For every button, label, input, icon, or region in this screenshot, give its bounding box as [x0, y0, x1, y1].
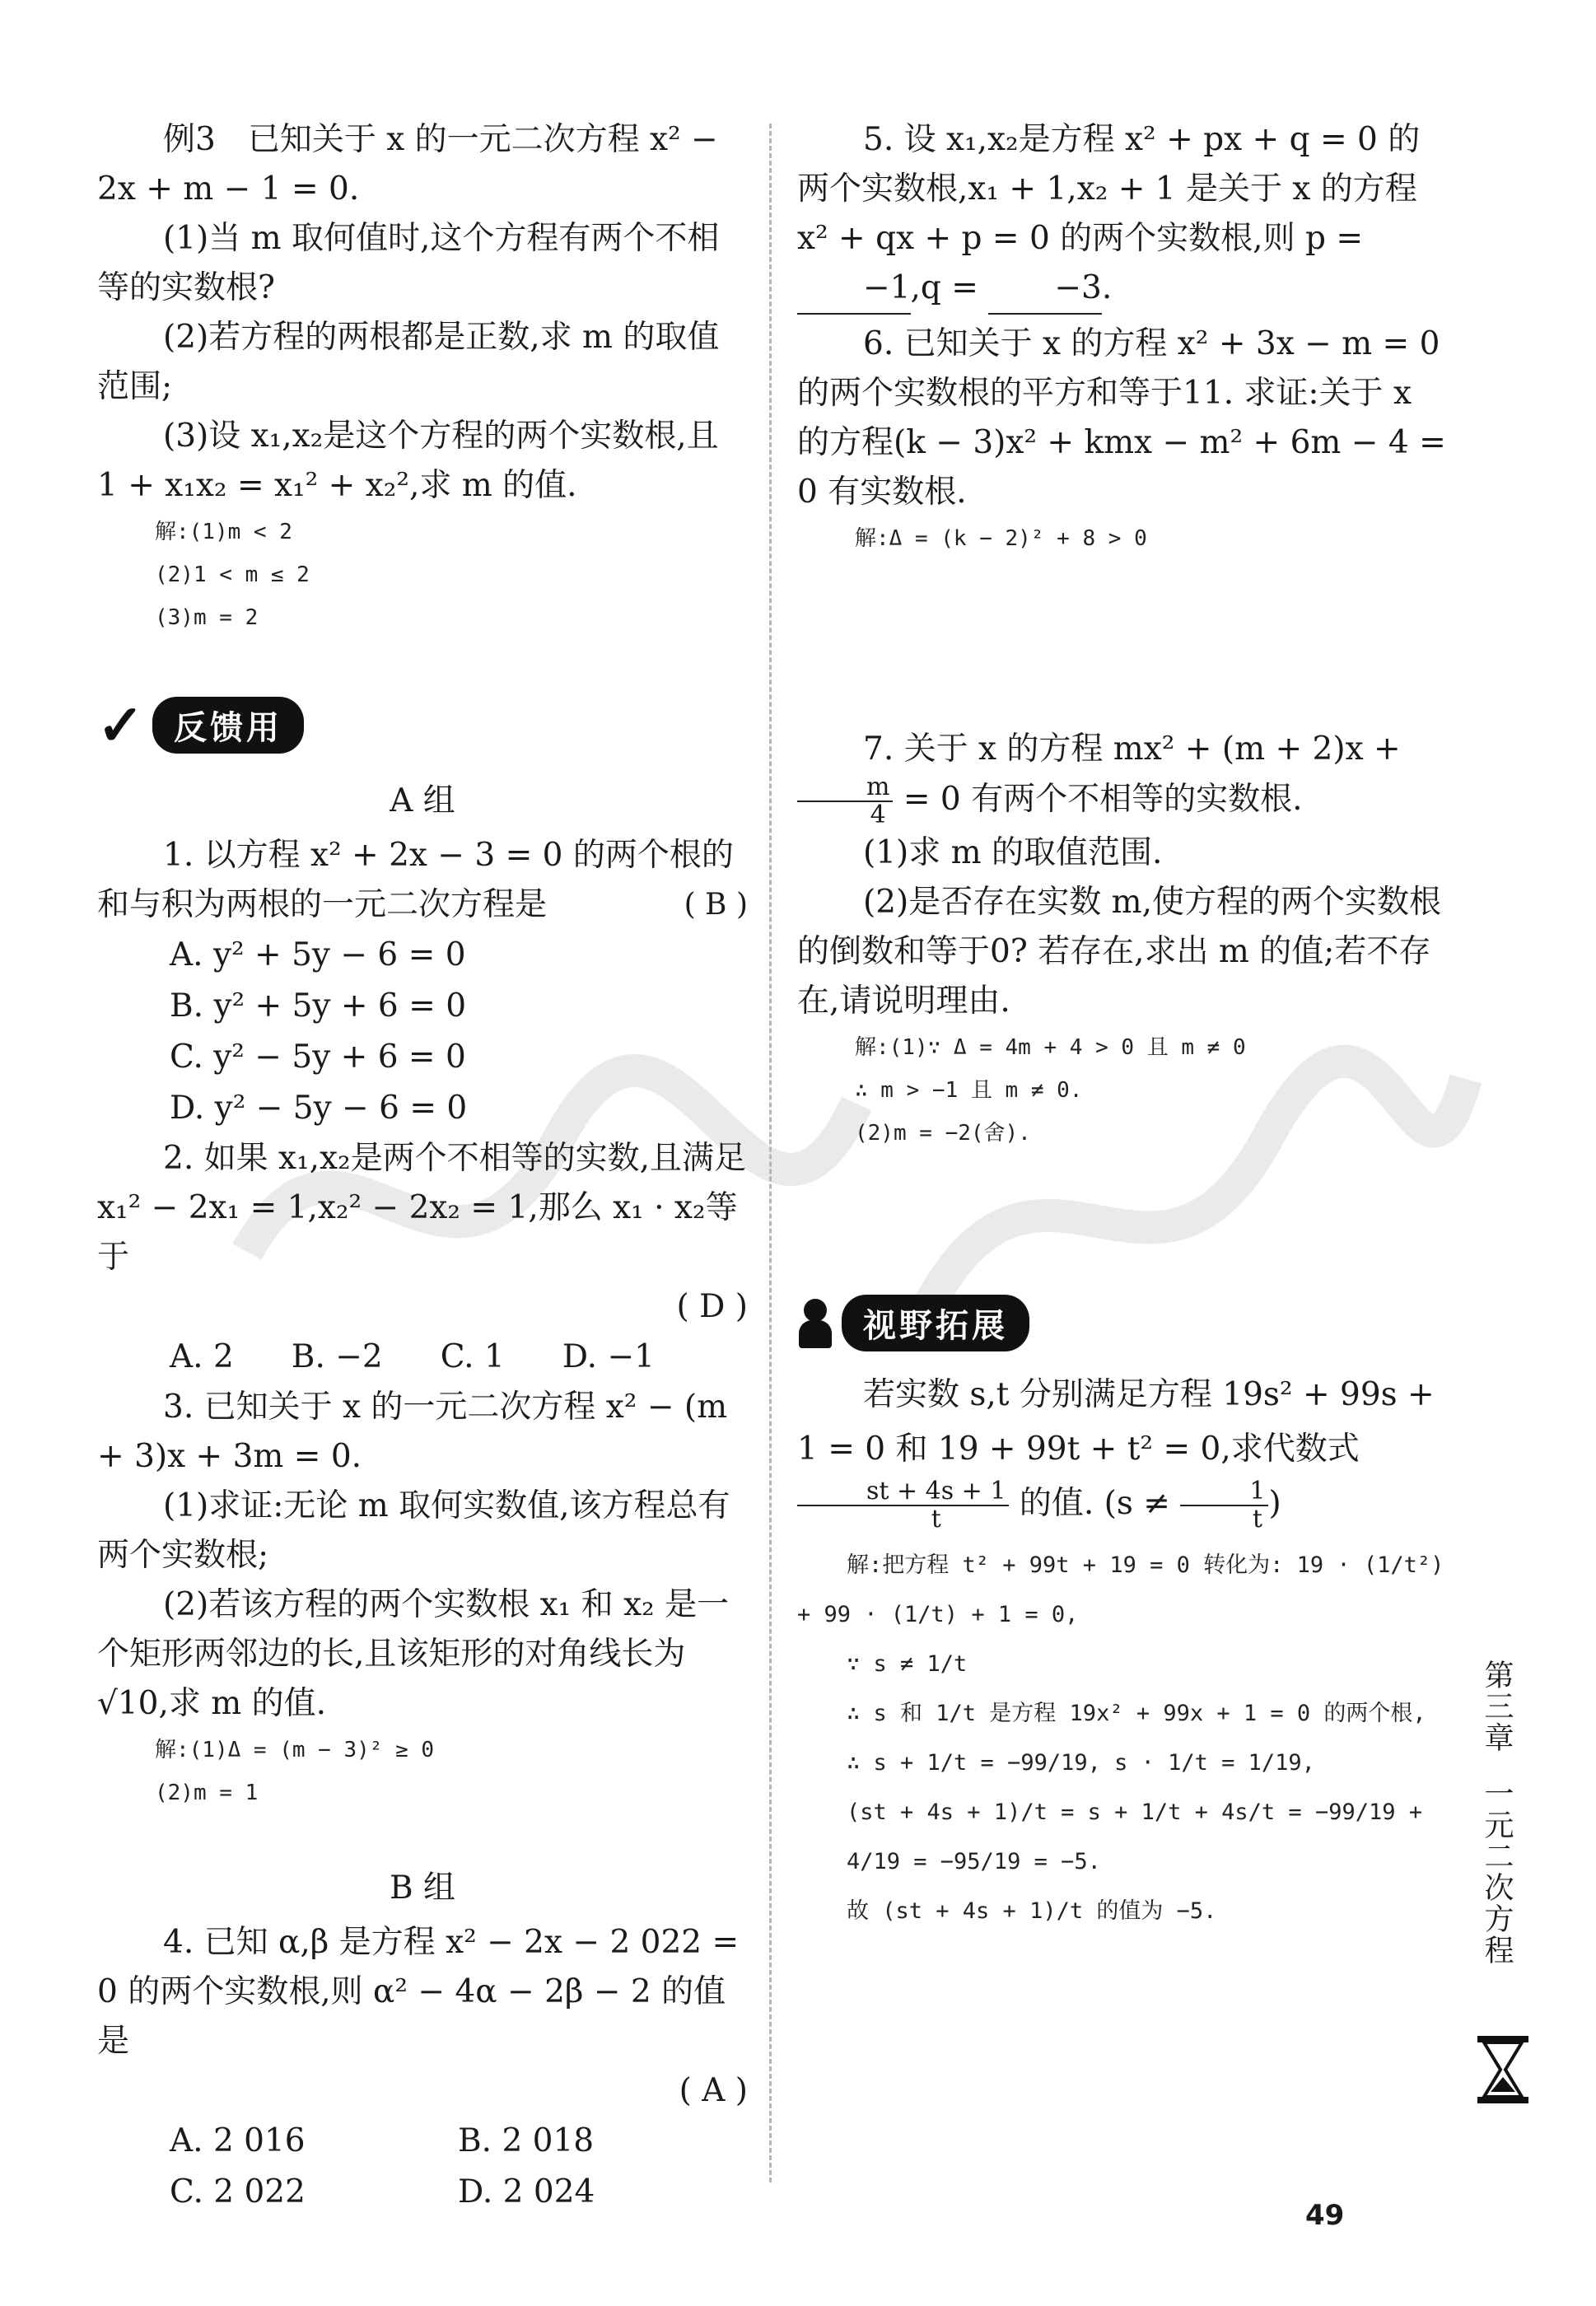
fraction-numerator: st + 4s + 1	[797, 1478, 1009, 1506]
question-2-option-d: D. −1	[562, 1338, 655, 1375]
solution-line: (2)m = −2(舍).	[855, 1121, 1031, 1146]
question-2-stem: 2. 如果 x₁,x₂是两个不相等的实数,且满足 x₁² − 2x₁ = 1,x₂² − 2x₂ = 1,那么 x₁ · x₂等于	[97, 1140, 747, 1276]
question-5	[797, 115, 1448, 315]
question-4-options	[170, 2116, 748, 2218]
extension-stem-c: )	[1268, 1485, 1281, 1522]
question-7-solution	[855, 1026, 1448, 1155]
group-b-title: B 组	[389, 1870, 456, 1907]
question-2-answer: ( D )	[676, 1288, 748, 1325]
page-number: 49	[1305, 2199, 1345, 2232]
example-3-solution	[155, 511, 748, 639]
question-7-fraction	[797, 774, 893, 829]
question-4-option-d: D. 2 024	[458, 2173, 595, 2210]
right-column	[797, 115, 1448, 1936]
example-3-q3: (3)设 x₁,x₂是这个方程的两个实数根,且 1 + x₁x₂ = x₁² + x₂²,求 m 的值.	[97, 418, 719, 504]
question-3-part-1: (1)求证:无论 m 取何实数值,该方程总有两个实数根;	[97, 1487, 730, 1574]
question-4	[97, 1918, 748, 2066]
question-7	[797, 725, 1448, 829]
extension-solution	[797, 1541, 1448, 1936]
question-5-q-answer: −3	[988, 264, 1102, 315]
solution-line: 故 (st + 4s + 1)/t 的值为 −5.	[847, 1898, 1217, 1924]
example-3-title: 例3 已知关于 x 的一元二次方程 x² − 2x + m − 1 = 0.	[97, 121, 718, 208]
question-1-option-d: D. y² − 5y − 6 = 0	[170, 1090, 468, 1127]
section-expand-header	[797, 1295, 1448, 1351]
extension-fraction	[797, 1478, 1009, 1533]
section-feedback-header	[97, 692, 748, 759]
solution-line: (2)m = 1	[155, 1781, 259, 1805]
person-icon	[797, 1299, 833, 1348]
checkmark-icon: ✓	[97, 692, 144, 759]
example-3-q1: (1)当 m 取何值时,这个方程有两个不相等的实数根?	[97, 220, 720, 306]
question-4-option-a: A. 2 016	[170, 2122, 306, 2159]
question-2-options	[170, 1332, 748, 1383]
solution-line: 解:(1)m < 2	[155, 520, 292, 544]
fraction-denominator: t	[931, 1505, 941, 1533]
question-4-option-c: C. 2 022	[170, 2173, 306, 2210]
section-expand-label: 视野拓展	[842, 1295, 1029, 1351]
group-a-title: A 组	[390, 782, 455, 819]
solution-line: 解:(1)∵ Δ = 4m + 4 > 0 且 m ≠ 0	[855, 1035, 1246, 1060]
question-1	[97, 831, 748, 930]
question-2-option-b: B. −2	[291, 1338, 383, 1375]
question-4-option-b: B. 2 018	[458, 2122, 595, 2159]
extension-stem-a: 若实数 s,t 分别满足方程 19s² + 99s + 1 = 0 和 19 + 99t + t² = 0,求代数式	[797, 1376, 1435, 1468]
column-divider	[769, 124, 772, 2182]
solution-line: (2)1 < m ≤ 2	[155, 562, 310, 587]
question-7-part-1: (1)求 m 的取值范围.	[863, 834, 1163, 871]
fraction-denominator: t	[1252, 1505, 1262, 1533]
question-1-answer: ( B )	[684, 888, 748, 922]
fraction-denominator: 4	[870, 801, 886, 829]
solution-line: ∴ s + 1/t = −99/19, s · 1/t = 1/19,	[847, 1750, 1315, 1776]
solution-line: (3)m = 2	[155, 605, 259, 630]
solution-line: 解:(1)Δ = (m − 3)² ≥ 0	[155, 1738, 435, 1762]
example-3-q2: (2)若方程的两根都是正数,求 m 的取值范围;	[97, 319, 720, 405]
solution-line: ∴ s 和 1/t 是方程 19x² + 99x + 1 = 0 的两个根,	[847, 1701, 1426, 1726]
question-3-solution	[155, 1729, 748, 1814]
question-5-p-answer: −1	[797, 264, 911, 315]
question-4-stem: 4. 已知 α,β 是方程 x² − 2x − 2 022 = 0 的两个实数根,则 α² − 4α − 2β − 2 的值是	[97, 1924, 740, 2060]
question-3-part-2: (2)若该方程的两个实数根 x₁ 和 x₂ 是一个矩形两邻边的长,且该矩形的对角线长为 √10,求 m 的值.	[97, 1586, 730, 1722]
left-column	[97, 115, 748, 2218]
solution-line: 解:把方程 t² + 99t + 19 = 0 转化为: 19 · (1/t²) + 99 · (1/t) + 1 = 0,	[797, 1552, 1444, 1627]
extension-stem-b: 的值. (s ≠	[1019, 1485, 1170, 1522]
solution-line: ∵ s ≠ 1/t	[847, 1651, 968, 1677]
solution-line: ∴ m > −1 且 m ≠ 0.	[855, 1078, 1083, 1103]
question-7-tail: = 0 有两个不相等的实数根.	[903, 781, 1303, 818]
question-1-option-b: B. y² + 5y + 6 = 0	[170, 987, 467, 1025]
chapter-number: 第三章	[1480, 1659, 1514, 1753]
question-1-option-c: C. y² − 5y + 6 = 0	[170, 1039, 466, 1076]
question-5-stem: 5. 设 x₁,x₂是方程 x² + px + q = 0 的两个实数根,x₁ + 1,x₂ + 1 是关于 x 的方程 x² + qx + p = 0 的两个实数根,则 p =	[797, 121, 1421, 257]
extension-problem	[797, 1368, 1448, 1533]
fraction-numerator: 1	[1180, 1478, 1268, 1506]
question-5-end: .	[1101, 269, 1113, 306]
question-2-option-a: A. 2	[170, 1338, 234, 1375]
question-6-stem: 6. 已知关于 x 的方程 x² + 3x − m = 0 的两个实数根的平方和等于11. 求证:关于 x 的方程(k − 3)x² + kmx − m² + 6m − 4 = 0 有实数根.	[797, 325, 1446, 511]
question-2-option-c: C. 1	[440, 1338, 505, 1375]
fraction-numerator: m	[797, 774, 893, 802]
section-feedback-label: 反馈用	[152, 697, 304, 754]
extension-condition-fraction	[1180, 1478, 1268, 1533]
solution-line: (st + 4s + 1)/t = s + 1/t + 4s/t = −99/19 + 4/19 = −95/19 = −5.	[847, 1800, 1422, 1874]
question-6-solution: 解:Δ = (k − 2)² + 8 > 0	[855, 526, 1147, 551]
question-3-stem: 3. 已知关于 x 的一元二次方程 x² − (m + 3)x + 3m = 0.	[97, 1389, 728, 1475]
question-1-option-a: A. y² + 5y − 6 = 0	[170, 936, 466, 973]
hourglass-icon	[1474, 2034, 1532, 2105]
chapter-title: 一元二次方程	[1480, 1778, 1514, 1966]
question-5-mid: ,q =	[910, 269, 978, 306]
question-7-part-2: (2)是否存在实数 m,使方程的两个实数根的倒数和等于0? 若存在,求出 m 的值;若不存在,请说明理由.	[797, 884, 1442, 1020]
question-4-answer: ( A )	[679, 2072, 748, 2109]
question-7-lead: 7. 关于 x 的方程 mx² + (m + 2)x +	[863, 731, 1401, 768]
chapter-sidebar	[1478, 1659, 1529, 1966]
question-1-stem: 1. 以方程 x² + 2x − 3 = 0 的两个根的和与积为两根的一元二次方程是	[97, 837, 734, 923]
